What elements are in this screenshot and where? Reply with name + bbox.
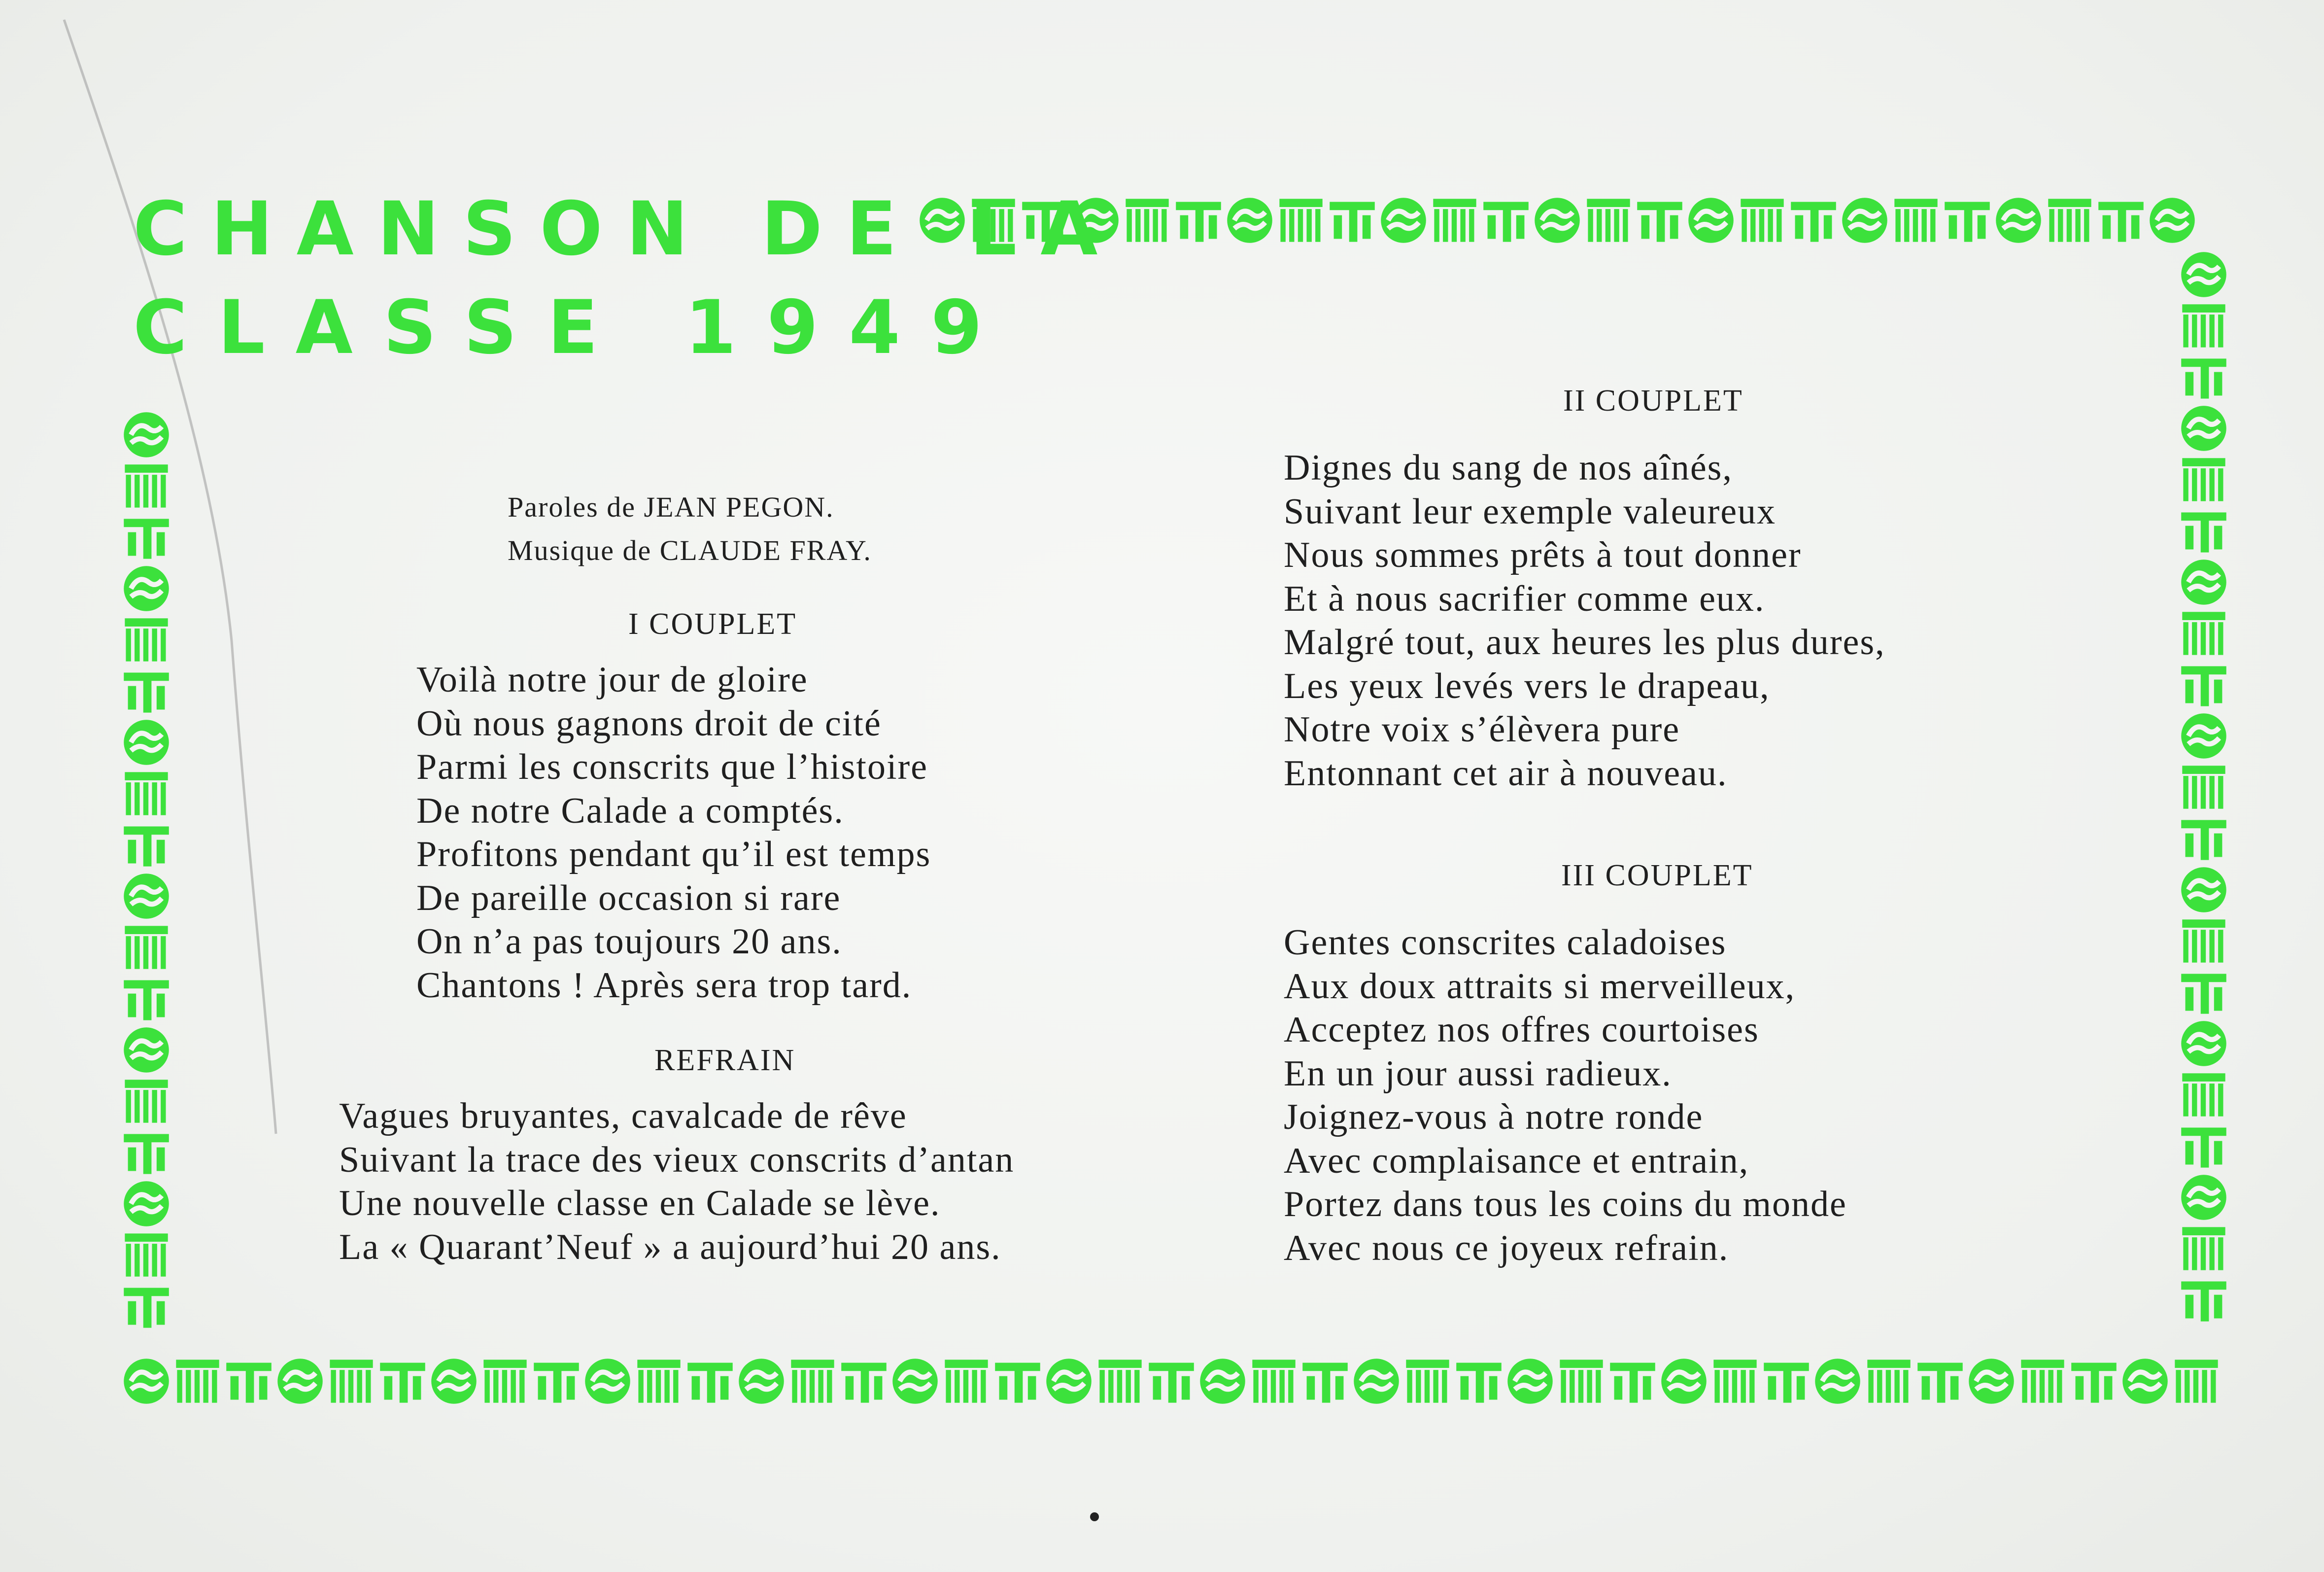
- zigzag-motif-icon: [2178, 967, 2229, 1018]
- zigzag-motif-icon: [1173, 195, 1224, 246]
- verse-line: Et à nous sacrifier comme eux.: [1284, 578, 1765, 619]
- couplet-3-heading: III COUPLET: [1561, 859, 1753, 892]
- bars-motif-icon: [1429, 195, 1480, 246]
- swirl-motif-icon: [1224, 195, 1275, 246]
- zigzag-motif-icon: [1453, 1356, 1504, 1407]
- verse-line: Malgré tout, aux heures les plus dures,: [1284, 622, 1885, 663]
- zigzag-motif-icon: [2068, 1356, 2119, 1407]
- zigzag-motif-icon: [121, 665, 172, 717]
- swirl-motif-icon: [1532, 195, 1583, 246]
- swirl-motif-icon: [121, 409, 172, 460]
- swirl-motif-icon: [1812, 1356, 1863, 1407]
- bars-motif-icon: [941, 1356, 992, 1407]
- zigzag-motif-icon: [992, 1356, 1043, 1407]
- zigzag-motif-icon: [1299, 1356, 1351, 1407]
- zigzag-motif-icon: [2178, 659, 2229, 710]
- zigzag-motif-icon: [121, 819, 172, 871]
- verse-line: Gentes conscrites caladoises: [1284, 922, 1727, 963]
- swirl-motif-icon: [2119, 1356, 2171, 1407]
- zigzag-motif-icon: [2178, 1120, 2229, 1172]
- zigzag-motif-icon: [838, 1356, 889, 1407]
- verse-line: Aux doux attraits si merveilleux,: [1284, 966, 1796, 1007]
- zigzag-motif-icon: [1761, 1356, 1812, 1407]
- couplet-2-verse: [1284, 446, 1885, 795]
- verse-line: Avec nous ce joyeux refrain.: [1284, 1227, 1729, 1268]
- zigzag-motif-icon: [2178, 1274, 2229, 1326]
- swirl-motif-icon: [736, 1356, 787, 1407]
- couplet-1-verse: [416, 658, 931, 1007]
- verse-line: Notre voix s’élèvera pure: [1284, 709, 1680, 750]
- swirl-motif-icon: [2178, 864, 2229, 915]
- swirl-motif-icon: [1197, 1356, 1248, 1407]
- zigzag-motif-icon: [531, 1356, 582, 1407]
- bars-motif-icon: [121, 922, 172, 973]
- zigzag-motif-icon: [1914, 1356, 1966, 1407]
- swirl-motif-icon: [428, 1356, 479, 1407]
- verse-line: Entonnant cet air à nouveau.: [1284, 753, 1728, 794]
- verse-line: Joignez-vous à notre ronde: [1284, 1097, 1704, 1137]
- swirl-motif-icon: [2178, 710, 2229, 762]
- swirl-motif-icon: [1504, 1356, 1556, 1407]
- swirl-motif-icon: [582, 1356, 633, 1407]
- swirl-motif-icon: [1658, 1356, 1709, 1407]
- bars-motif-icon: [2178, 1069, 2229, 1120]
- verse-line: Suivant leur exemple valeureux: [1284, 491, 1777, 532]
- zigzag-motif-icon: [1327, 195, 1378, 246]
- swirl-motif-icon: [121, 1024, 172, 1076]
- bars-motif-icon: [121, 460, 172, 512]
- bars-motif-icon: [1583, 195, 1634, 246]
- couplet-1-heading: I COUPLET: [628, 607, 797, 641]
- couplet-3-verse: [1284, 921, 1847, 1270]
- bars-motif-icon: [121, 1229, 172, 1281]
- border-right: [2178, 249, 2232, 1356]
- zigzag-motif-icon: [2178, 351, 2229, 403]
- zigzag-motif-icon: [1788, 195, 1839, 246]
- zigzag-motif-icon: [2178, 505, 2229, 557]
- lyrics-credit: Paroles de JEAN PEGON.: [508, 491, 834, 523]
- swirl-motif-icon: [274, 1356, 326, 1407]
- bars-motif-icon: [787, 1356, 838, 1407]
- zigzag-motif-icon: [377, 1356, 428, 1407]
- zigzag-motif-icon: [2178, 813, 2229, 864]
- verse-line: Avec complaisance et entrain,: [1284, 1140, 1749, 1181]
- swirl-motif-icon: [1966, 1356, 2017, 1407]
- song-title-line2: CLASSE 1949: [133, 285, 1013, 371]
- bars-motif-icon: [1248, 1356, 1299, 1407]
- refrain-verse: [339, 1094, 1014, 1269]
- bars-motif-icon: [1890, 195, 1942, 246]
- swirl-motif-icon: [1993, 195, 2044, 246]
- swirl-motif-icon: [2178, 403, 2229, 454]
- swirl-motif-icon: [1685, 195, 1737, 246]
- refrain-heading: REFRAIN: [654, 1044, 796, 1077]
- zigzag-motif-icon: [2095, 195, 2147, 246]
- bars-motif-icon: [1709, 1356, 1761, 1407]
- song-title-line1: CHANSON DE LA: [133, 186, 1122, 272]
- zigzag-motif-icon: [1480, 195, 1532, 246]
- bars-motif-icon: [2171, 1356, 2222, 1407]
- verse-line: Profitons pendant qu’il est temps: [416, 834, 931, 874]
- music-credit: Musique de CLAUDE FRAY.: [508, 534, 872, 566]
- swirl-motif-icon: [1351, 1356, 1402, 1407]
- zigzag-motif-icon: [1607, 1356, 1658, 1407]
- bars-motif-icon: [1737, 195, 1788, 246]
- bars-motif-icon: [1094, 1356, 1146, 1407]
- verse-line: De pareille occasion si rare: [416, 877, 841, 918]
- zigzag-motif-icon: [121, 512, 172, 563]
- zigzag-motif-icon: [223, 1356, 274, 1407]
- bars-motif-icon: [1275, 195, 1327, 246]
- verse-line: Nous sommes prêts à tout donner: [1284, 535, 1802, 575]
- bars-motif-icon: [2178, 454, 2229, 505]
- swirl-motif-icon: [121, 1356, 172, 1407]
- credits: [508, 486, 872, 572]
- zigzag-motif-icon: [1942, 195, 1993, 246]
- couplet-2-heading: II COUPLET: [1563, 384, 1743, 418]
- verse-line: Une nouvelle classe en Calade se lève.: [339, 1183, 941, 1223]
- verse-line: Acceptez nos offres courtoises: [1284, 1010, 1759, 1050]
- bars-motif-icon: [326, 1356, 377, 1407]
- bars-motif-icon: [121, 614, 172, 665]
- swirl-motif-icon: [121, 563, 172, 614]
- swirl-motif-icon: [121, 717, 172, 768]
- verse-line: Vagues bruyantes, cavalcade de rêve: [339, 1096, 907, 1136]
- bars-motif-icon: [121, 768, 172, 819]
- verse-line: La « Quarant’Neuf » a aujourd’hui 20 ans.: [339, 1226, 1001, 1267]
- verse-line: De notre Calade a comptés.: [416, 790, 844, 831]
- verse-line: Où nous gagnons droit de cité: [416, 703, 882, 744]
- verse-line: Suivant la trace des vieux conscrits d’antan: [339, 1139, 1015, 1180]
- border-bottom: [121, 1356, 2232, 1410]
- bars-motif-icon: [121, 1076, 172, 1127]
- bars-motif-icon: [2178, 762, 2229, 813]
- swirl-motif-icon: [2178, 557, 2229, 608]
- swirl-motif-icon: [889, 1356, 941, 1407]
- bars-motif-icon: [2044, 195, 2095, 246]
- swirl-motif-icon: [1839, 195, 1890, 246]
- zigzag-motif-icon: [121, 973, 172, 1024]
- swirl-motif-icon: [1378, 195, 1429, 246]
- bars-motif-icon: [2178, 300, 2229, 351]
- verse-line: Dignes du sang de nos aînés,: [1284, 448, 1733, 488]
- swirl-motif-icon: [2178, 1172, 2229, 1223]
- zigzag-motif-icon: [121, 1281, 172, 1332]
- verse-line: Les yeux levés vers le drapeau,: [1284, 665, 1770, 706]
- swirl-motif-icon: [121, 1178, 172, 1229]
- verse-line: Chantons ! Après sera trop tard.: [416, 965, 912, 1006]
- swirl-motif-icon: [2147, 195, 2198, 246]
- bars-motif-icon: [2017, 1356, 2068, 1407]
- verse-line: Portez dans tous les coins du monde: [1284, 1184, 1847, 1224]
- bars-motif-icon: [633, 1356, 684, 1407]
- swirl-motif-icon: [2178, 249, 2229, 300]
- zigzag-motif-icon: [684, 1356, 736, 1407]
- swirl-motif-icon: [121, 871, 172, 922]
- bars-motif-icon: [2178, 915, 2229, 967]
- bars-motif-icon: [479, 1356, 531, 1407]
- verse-line: Voilà notre jour de gloire: [416, 660, 808, 700]
- bars-motif-icon: [1402, 1356, 1453, 1407]
- verse-line: Parmi les conscrits que l’histoire: [416, 747, 928, 787]
- bars-motif-icon: [1863, 1356, 1914, 1407]
- bars-motif-icon: [2178, 1223, 2229, 1274]
- zigzag-motif-icon: [1146, 1356, 1197, 1407]
- verse-line: On n’a pas toujours 20 ans.: [416, 921, 842, 962]
- zigzag-motif-icon: [1634, 195, 1685, 246]
- verse-line: En un jour aussi radieux.: [1284, 1053, 1672, 1094]
- bars-motif-icon: [1122, 195, 1173, 246]
- bars-motif-icon: [172, 1356, 223, 1407]
- bars-motif-icon: [1556, 1356, 1607, 1407]
- print-dot: [1090, 1512, 1099, 1521]
- border-left: [121, 409, 175, 1356]
- swirl-motif-icon: [1043, 1356, 1094, 1407]
- zigzag-motif-icon: [121, 1127, 172, 1178]
- bars-motif-icon: [2178, 608, 2229, 659]
- swirl-motif-icon: [2178, 1018, 2229, 1069]
